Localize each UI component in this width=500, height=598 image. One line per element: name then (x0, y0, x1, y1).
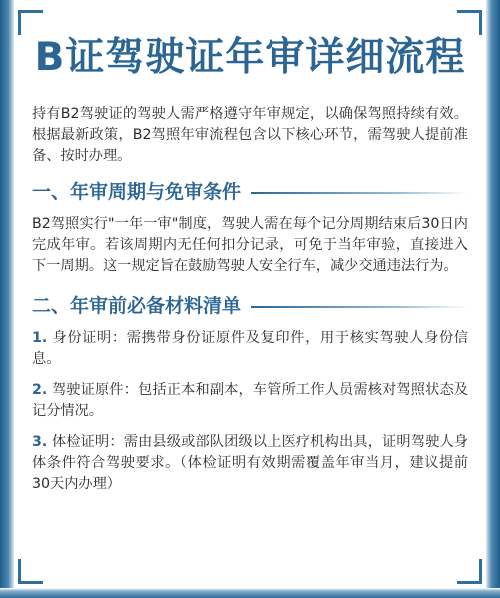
intro-paragraph: 持有B2驾驶证的驾驶人需严格遵守年审规定，以确保驾照持续有效。根据最新政策，B2驾照年审流程包含以下核心环节，需驾驶人提前准备、按时办理。 (32, 106, 468, 164)
section-1-title: 一、年审周期与免审条件 (32, 181, 242, 203)
right-border-decoration (486, 0, 500, 598)
left-border-decoration (0, 0, 14, 598)
section-1-divider (251, 192, 468, 194)
material-item-3-number: 3. (32, 434, 48, 450)
material-item-1-text: 身份证明：需携带身份证原件及复印件，用于核实驾驶人身份信息。 (32, 330, 468, 367)
material-item-3 (32, 432, 468, 495)
section-2-title: 二、年审前必备材料清单 (32, 295, 242, 317)
document-content (32, 22, 468, 505)
material-item-2 (32, 380, 468, 422)
section-2-header (32, 291, 468, 318)
page-title: B证驾驶证年审详细流程 (34, 35, 466, 80)
material-item-3-text: 体检证明：需由县级或部队团级以上医疗机构出具，证明驾驶人身体条件符合驾驶要求。（体检证明有效期需覆盖年审当月，建议提前30天内办理） (32, 434, 468, 492)
section-2-divider (251, 306, 468, 308)
corner-bracket-bottom-left (18, 559, 43, 584)
corner-bracket-bottom-right (457, 559, 482, 584)
material-item-2-number: 2. (32, 382, 48, 398)
material-item-2-text: 驾驶证原件：包括正本和副本，车管所工作人员需核对驾照状态及记分情况。 (32, 382, 468, 419)
section-1-header (32, 177, 468, 204)
section-1-body: B2驾照实行"一年一审"制度，驾驶人需在每个记分周期结束后30日内完成年审。若该周期内无任何扣分记录，可免于当年审验，直接进入下一周期。这一规定旨在鼓励驾驶人安全行车，减少交通违法行为。 (32, 216, 468, 274)
material-item-1-number: 1. (32, 330, 48, 346)
bottom-border-decoration (0, 588, 500, 598)
material-item-1 (32, 328, 468, 370)
